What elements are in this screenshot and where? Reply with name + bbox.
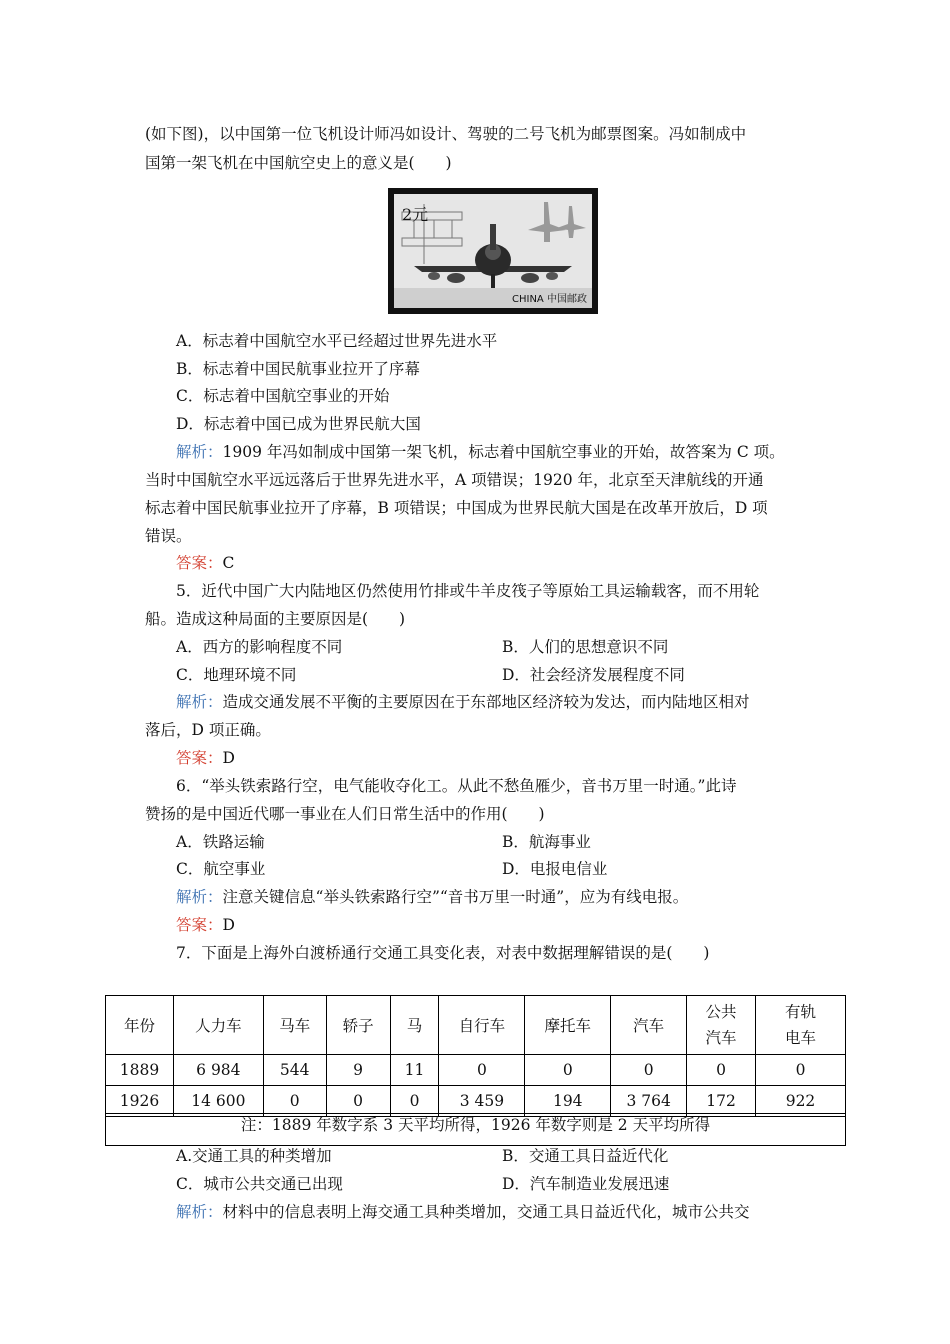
answer-label: 答案： (176, 916, 223, 934)
analysis-label: 解析： (176, 443, 223, 461)
analysis (176, 692, 750, 712)
option-c: C．航空事业 (176, 860, 266, 878)
table-cell: 0 (263, 1086, 326, 1117)
answer (176, 553, 234, 573)
table-cell: 922 (756, 1086, 846, 1117)
analysis-text: 材料中的信息表明上海交通工具种类增加，交通工具日益近代化，城市公共交 (222, 1203, 750, 1221)
traffic-table (105, 995, 846, 1117)
option-d: D．标志着中国已成为世界民航大国 (176, 415, 421, 433)
answer-value: D (222, 749, 235, 767)
option-b: B．航海事业 (502, 833, 591, 851)
table-cell: 194 (525, 1086, 611, 1117)
table-header-cell: 有轨电车 (756, 996, 846, 1055)
option-c: C．地理环境不同 (176, 666, 297, 684)
answer (176, 915, 235, 935)
table-cell: 544 (263, 1055, 326, 1086)
table-row (106, 1055, 846, 1086)
option-b: B．人们的思想意识不同 (502, 638, 669, 656)
table-cell: 9 (326, 1055, 390, 1086)
table-cell: 1926 (106, 1086, 174, 1117)
table-header-cell: 公共汽车 (687, 996, 756, 1055)
table-cell: 11 (390, 1055, 439, 1086)
question-stem: 7．下面是上海外白渡桥通行交通工具变化表，对表中数据理解错误的是( ) (176, 944, 710, 962)
option-a: A．铁路运输 (176, 833, 265, 851)
analysis-text: 当时中国航空水平远远落后于世界先进水平，A 项错误；1920 年，北京至天津航线的开通 (145, 471, 764, 489)
question-text-line: 国第一架飞机在中国航空史上的意义是( ) (145, 154, 452, 172)
question-stem: 赞扬的是中国近代哪一事业在人们日常生活中的作用( ) (145, 805, 545, 823)
table-row (106, 1086, 846, 1117)
question-text-line: (如下图)，以中国第一位飞机设计师冯如设计、驾驶的二号飞机为邮票图案。冯如制成中 (145, 125, 747, 143)
table-cell: 1889 (106, 1055, 174, 1086)
answer-label: 答案： (176, 749, 223, 767)
table-header-cell: 轿子 (326, 996, 390, 1055)
stamp-denomination: 2元 (402, 205, 429, 224)
option-d: D．电报电信业 (502, 860, 608, 878)
answer-value: D (222, 916, 235, 934)
option-c: C．标志着中国航空事业的开始 (176, 387, 390, 405)
answer (176, 748, 235, 768)
option-a: A．标志着中国航空水平已经超过世界先进水平 (176, 332, 498, 350)
table-header-cell: 自行车 (439, 996, 525, 1055)
table-cell: 0 (390, 1086, 439, 1117)
analysis-text: 落后，D 项正确。 (145, 721, 271, 739)
analysis-label: 解析： (176, 888, 223, 906)
analysis-text: 1909 年冯如制成中国第一架飞机，标志着中国航空事业的开始，故答案为 C 项。 (222, 443, 785, 461)
answer-value: C (222, 554, 235, 572)
option-a: A．西方的影响程度不同 (176, 638, 343, 656)
option-b: B．标志着中国民航事业拉开了序幕 (176, 360, 420, 378)
option-a: A.交通工具的种类增加 (176, 1147, 332, 1165)
table-header-cell: 汽车 (611, 996, 687, 1055)
analysis-text: 标志着中国民航事业拉开了序幕，B 项错误；中国成为世界民航大国是在改革开放后，D 项 (145, 499, 768, 517)
analysis (176, 1202, 750, 1222)
table-cell: 6 984 (173, 1055, 263, 1086)
table-header-row (106, 996, 846, 1055)
table-note: 注：1889 年数字系 3 天平均所得，1926 年数字则是 2 天平均所得 (105, 1113, 846, 1146)
analysis (176, 442, 785, 462)
analysis-text: 造成交通发展不平衡的主要原因在于东部地区经济较为发达，而内陆地区相对 (222, 693, 750, 711)
table-cell: 172 (687, 1086, 756, 1117)
table-cell: 0 (525, 1055, 611, 1086)
question-stem: 6．“举头铁索路行空，电气能收夺化工。从此不愁鱼雁少，音书万里一时通。”此诗 (176, 777, 737, 795)
table-cell: 0 (687, 1055, 756, 1086)
question-stem: 船。造成这种局面的主要原因是( ) (145, 610, 406, 628)
stamp-image (388, 188, 598, 314)
analysis-label: 解析： (176, 693, 223, 711)
analysis-text: 错误。 (145, 527, 192, 545)
stamp-brand: CHINA 中国邮政 (512, 294, 587, 305)
table-cell: 0 (611, 1055, 687, 1086)
table-header-cell: 马 (390, 996, 439, 1055)
table-cell: 0 (326, 1086, 390, 1117)
option-d: D．社会经济发展程度不同 (502, 666, 685, 684)
airplane-illustration (394, 194, 592, 308)
question-stem: 5．近代中国广大内陆地区仍然使用竹排或牛羊皮筏子等原始工具运输载客，而不用轮 (176, 582, 760, 600)
analysis (176, 887, 688, 907)
table-header-cell: 摩托车 (525, 996, 611, 1055)
option-c: C．城市公共交通已出现 (176, 1175, 343, 1193)
option-b: B．交通工具日益近代化 (502, 1147, 669, 1165)
table-cell: 0 (439, 1055, 525, 1086)
option-d: D．汽车制造业发展迅速 (502, 1175, 670, 1193)
analysis-label: 解析： (176, 1203, 223, 1221)
table-header-cell: 年份 (106, 996, 174, 1055)
analysis-text: 注意关键信息“举头铁索路行空”“音书万里一时通”，应为有线电报。 (222, 888, 689, 906)
answer-label: 答案： (176, 554, 223, 572)
table-cell: 14 600 (173, 1086, 263, 1117)
table-header-cell: 马车 (263, 996, 326, 1055)
table-cell: 0 (756, 1055, 846, 1086)
table-cell: 3 764 (611, 1086, 687, 1117)
table-cell: 3 459 (439, 1086, 525, 1117)
table-header-cell: 人力车 (173, 996, 263, 1055)
